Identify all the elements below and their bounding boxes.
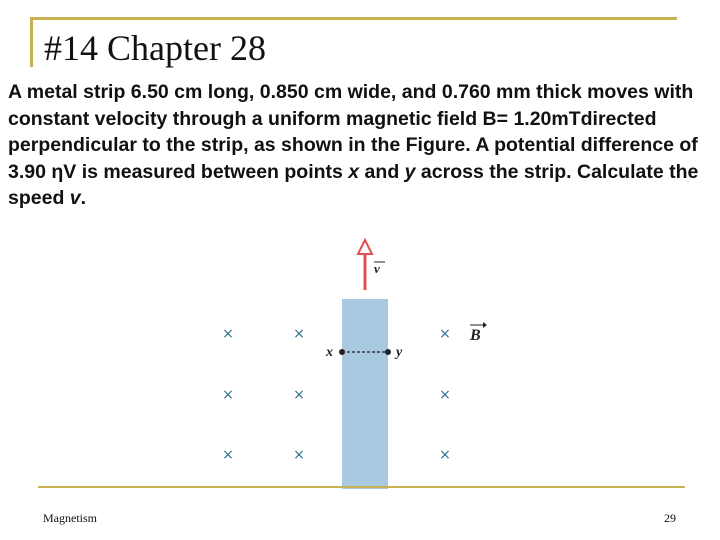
velocity-arrow-head (358, 240, 372, 254)
footer-accent-line (38, 486, 685, 488)
problem-text-part2: across the strip. Calculate the speed (8, 160, 699, 209)
field-cross: × (293, 326, 305, 342)
page-title: #14 Chapter 28 (44, 28, 266, 68)
title-accent-bar (30, 17, 33, 67)
footer-topic: Magnetism (43, 511, 97, 525)
problem-text (8, 79, 708, 212)
problem-text-and: and (359, 160, 405, 183)
point-x-reference: x (348, 160, 360, 183)
metal-strip (342, 299, 388, 489)
point-y-label: y (396, 345, 403, 360)
field-cross: × (439, 447, 451, 463)
velocity-label: v (374, 261, 380, 276)
title-accent-line (30, 17, 677, 20)
field-cross: × (439, 387, 451, 403)
page-number: 29 (664, 511, 676, 525)
point-y-reference: y (404, 160, 416, 183)
field-cross: × (439, 326, 451, 342)
problem-text-part1: A metal strip 6.50 cm long, 0.850 cm wide, and 0.760 mm thick moves with constant velocity through a uniform magnetic field B= 1.20mTdirected perpendicular to the strip, as shown in the Figure. A potential difference of 3.90 ηV is measured between points (8, 81, 698, 183)
strip-figure (200, 232, 510, 492)
speed-reference: v (69, 187, 81, 209)
field-cross: × (222, 447, 234, 463)
field-vector-arrow-tip (483, 322, 487, 328)
field-cross: × (293, 387, 305, 403)
field-cross: × (222, 326, 234, 342)
point-x-label: x (326, 345, 333, 360)
field-cross: × (222, 387, 234, 403)
point-x (339, 349, 345, 355)
field-label: B (470, 327, 481, 344)
point-y (385, 349, 391, 355)
field-cross: × (293, 447, 305, 463)
problem-text-end: . (80, 187, 87, 209)
